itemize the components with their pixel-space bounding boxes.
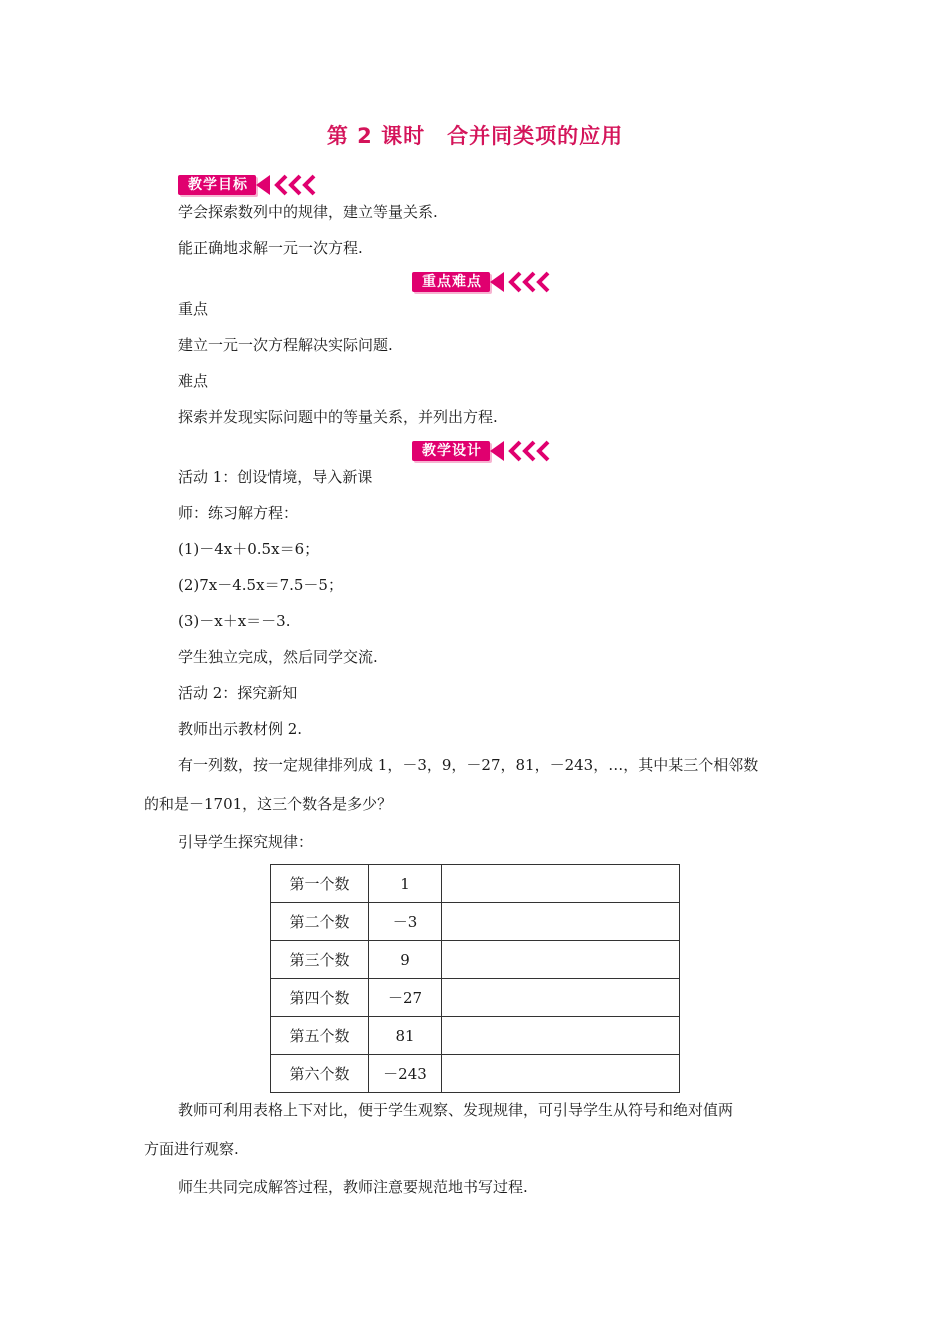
key-label: 重点 <box>178 300 209 318</box>
equation-3: (3)－x＋x＝－3. <box>178 612 291 630</box>
table-row <box>271 865 680 903</box>
table-row <box>271 1055 680 1093</box>
guide-line: 引导学生探究规律： <box>178 833 314 851</box>
chevrons-icon <box>490 439 552 463</box>
row-label: 第三个数 <box>271 941 369 979</box>
row-value: －243 <box>369 1055 442 1093</box>
key-text: 建立一元一次方程解决实际问题. <box>178 336 393 354</box>
table-row <box>271 941 680 979</box>
note-line-1: 教师可利用表格上下对比，便于学生观察、发现规律，可引导学生从符号和绝对值两 <box>178 1101 734 1119</box>
row-blank <box>442 1017 680 1055</box>
chevrons-icon <box>490 270 552 294</box>
problem-line-1: 有一列数，按一定规律排列成 1，－3，9，－27，81，－243，…，其中某三个相邻数 <box>178 756 759 774</box>
design-banner <box>412 439 552 463</box>
table-row <box>271 903 680 941</box>
table-row <box>271 1017 680 1055</box>
row-blank <box>442 865 680 903</box>
page-title: 第 2 课时 合并同类项的应用 <box>326 124 624 148</box>
problem-line-2: 的和是－1701，这三个数各是多少？ <box>144 795 393 813</box>
row-blank <box>442 941 680 979</box>
table-row <box>271 979 680 1017</box>
note-line-2: 方面进行观察. <box>144 1140 239 1158</box>
row-blank <box>442 979 680 1017</box>
students-line: 学生独立完成，然后同学交流. <box>178 648 378 666</box>
row-label: 第二个数 <box>271 903 369 941</box>
final-line: 师生共同完成解答过程，教师注意要规范地书写过程. <box>178 1178 528 1196</box>
objective-line-1: 学会探索数列中的规律，建立等量关系. <box>178 203 438 221</box>
sequence-table <box>270 864 680 1093</box>
row-label: 第六个数 <box>271 1055 369 1093</box>
chevrons-icon <box>256 173 318 197</box>
row-value: －3 <box>369 903 442 941</box>
activity-2-heading: 活动 2：探究新知 <box>178 684 298 702</box>
objectives-banner <box>178 173 318 197</box>
row-value: 1 <box>369 865 442 903</box>
objective-line-2: 能正确地求解一元一次方程. <box>178 239 363 257</box>
row-blank <box>442 903 680 941</box>
keypoints-banner-label: 重点难点 <box>412 272 490 292</box>
row-value: 9 <box>369 941 442 979</box>
equation-1: (1)－4x＋0.5x＝6； <box>178 540 320 558</box>
difficulty-text: 探索并发现实际问题中的等量关系，并列出方程. <box>178 408 498 426</box>
activity-1-heading: 活动 1：创设情境，导入新课 <box>178 468 373 486</box>
row-value: －27 <box>369 979 442 1017</box>
design-banner-label: 教学设计 <box>412 441 490 461</box>
row-label: 第一个数 <box>271 865 369 903</box>
example-line: 教师出示教材例 2. <box>178 720 303 738</box>
row-label: 第四个数 <box>271 979 369 1017</box>
row-label: 第五个数 <box>271 1017 369 1055</box>
equation-2: (2)7x－4.5x＝7.5－5； <box>178 576 343 594</box>
difficulty-label: 难点 <box>178 372 209 390</box>
objectives-banner-label: 教学目标 <box>178 175 256 195</box>
row-blank <box>442 1055 680 1093</box>
keypoints-banner <box>412 270 552 294</box>
teacher-line: 师：练习解方程： <box>178 504 299 522</box>
row-value: 81 <box>369 1017 442 1055</box>
